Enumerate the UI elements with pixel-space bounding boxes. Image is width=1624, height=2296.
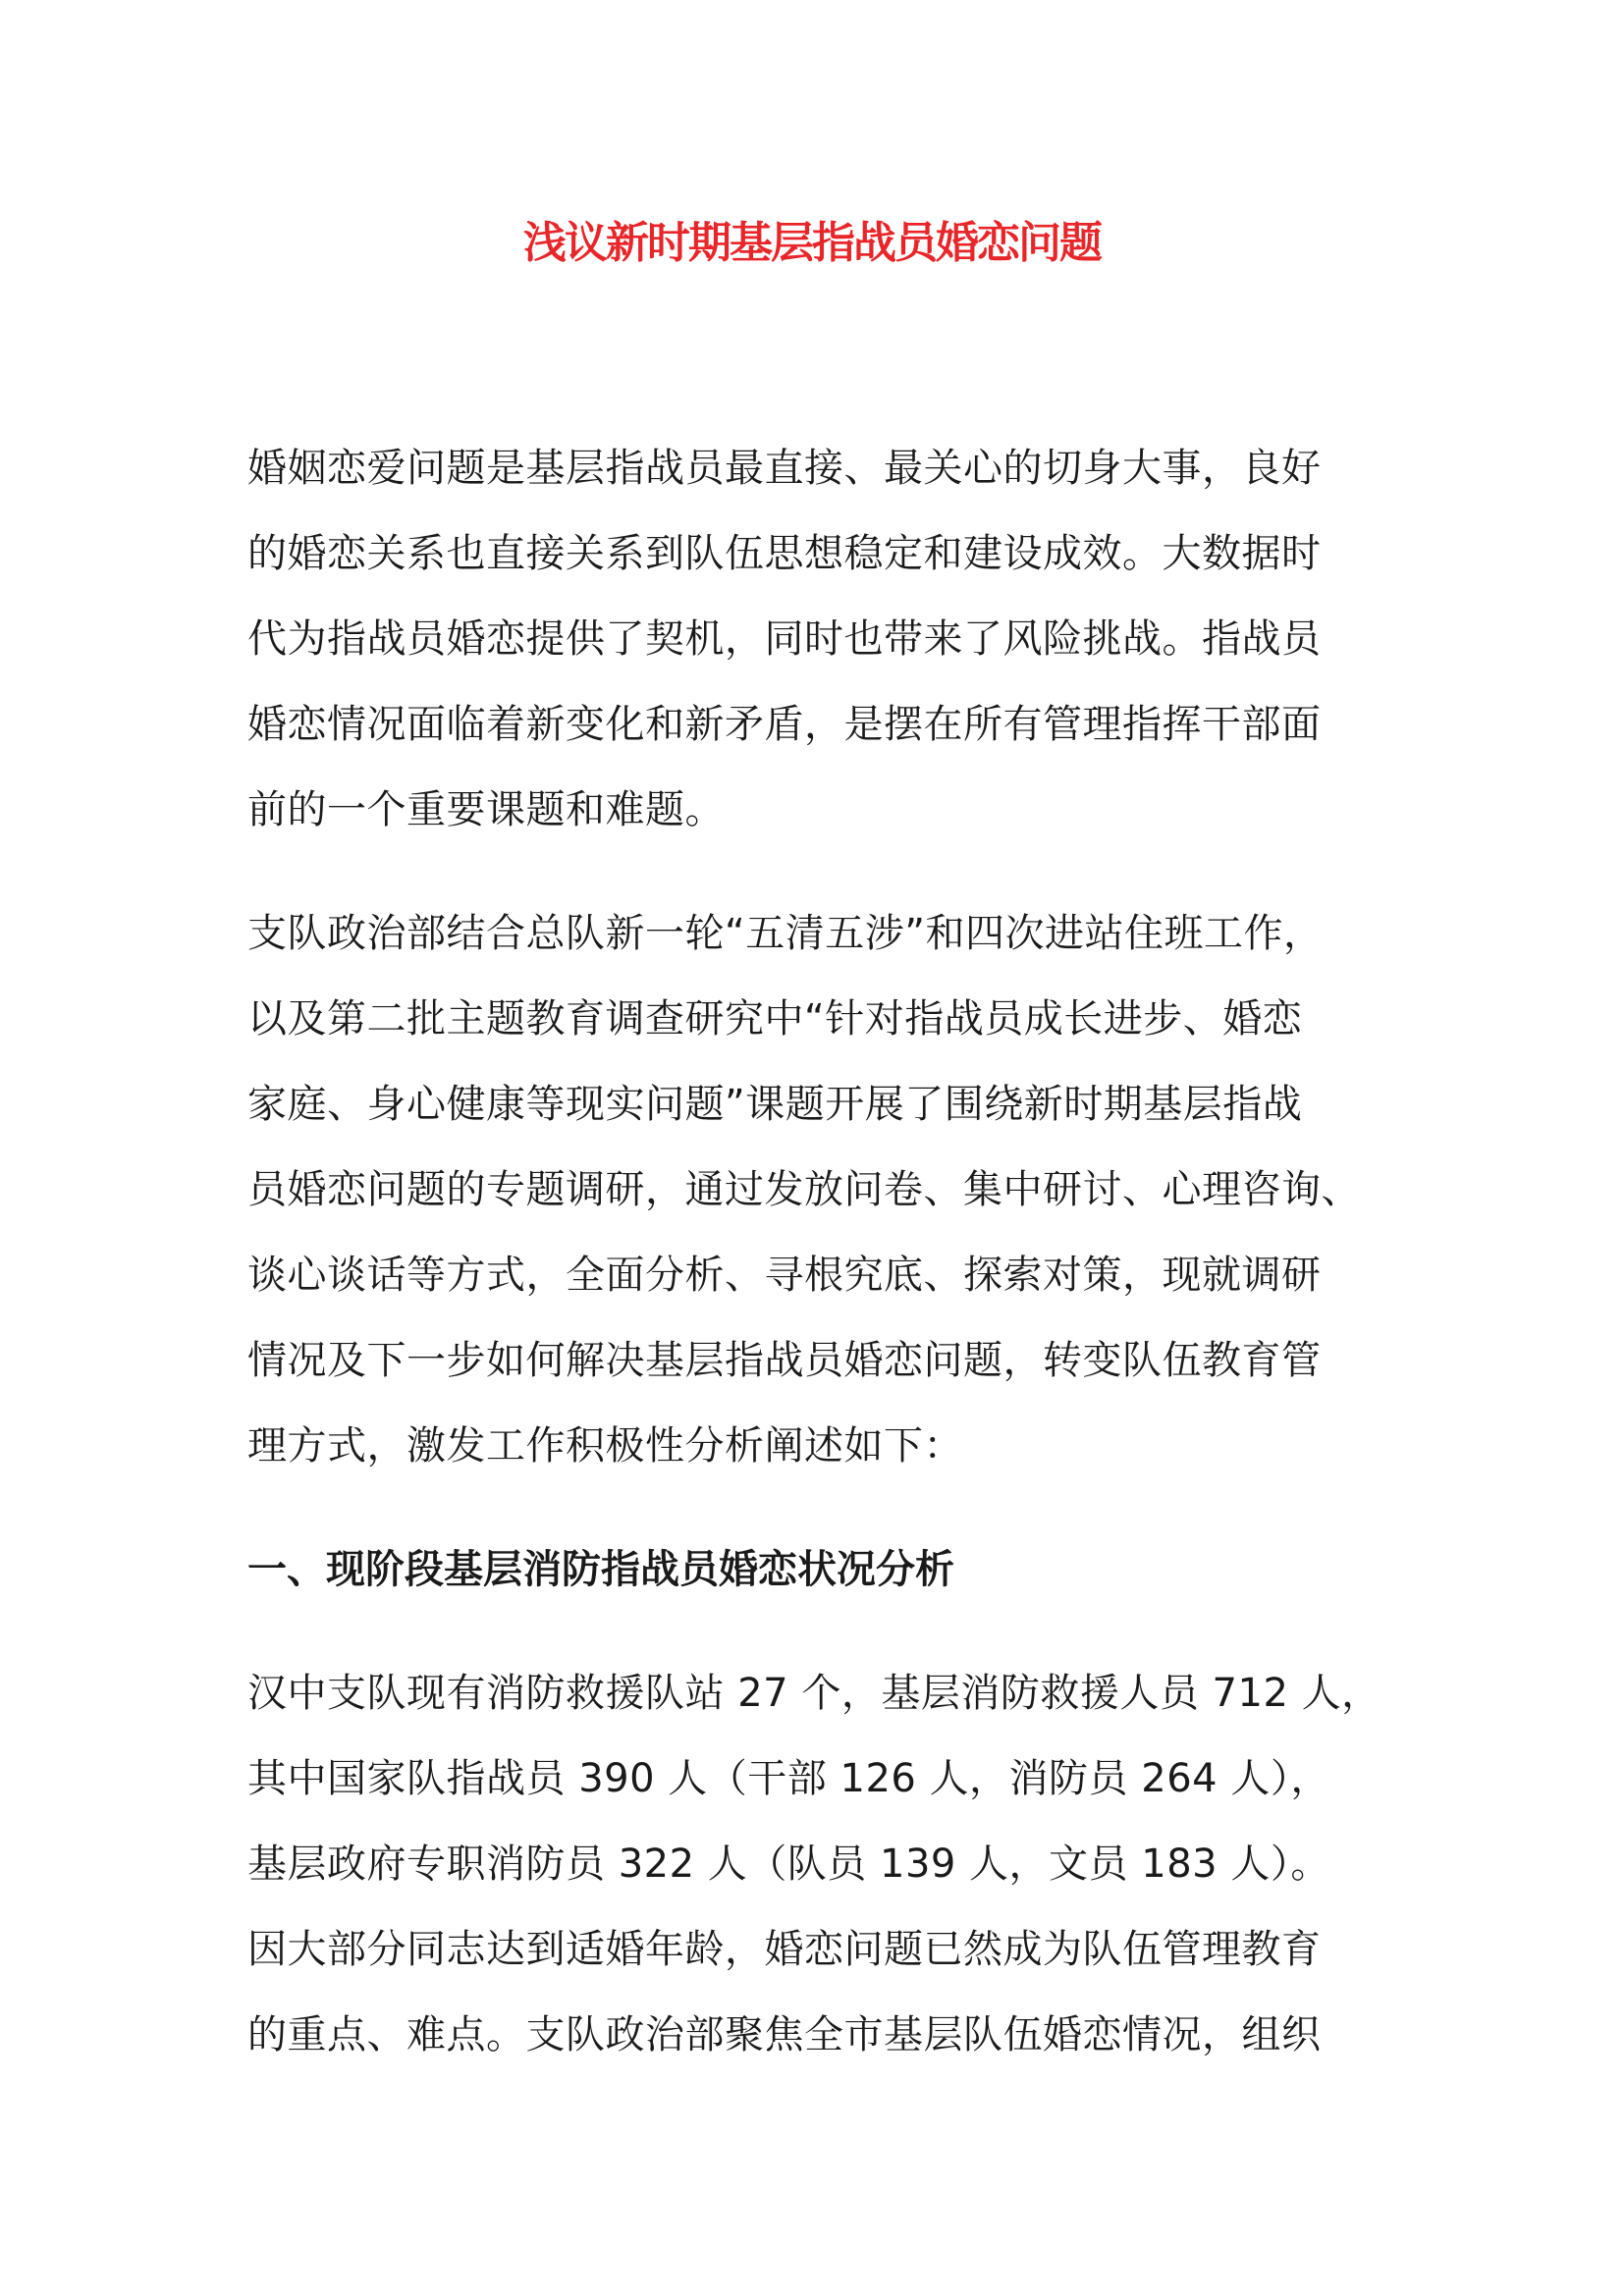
text-line: 婚恋情况面临着新变化和新矛盾，是摆在所有管理指挥干部面: [247, 702, 1322, 747]
text-line: 支队政治部结合总队新一轮“五清五涉”和四次进站住班工作，: [247, 911, 1324, 956]
section-paragraph: [247, 1651, 1406, 2078]
text-line: 因大部分同志达到适婚年龄，婚恋问题已然成为队伍管理教育: [247, 1927, 1322, 1972]
intro-paragraph: [247, 426, 1406, 853]
text-line: 谈心谈话等方式，全面分析、寻根究底、探索对策，现就调研: [247, 1253, 1322, 1298]
text-line: 的重点、难点。支队政治部聚焦全市基层队伍婚恋情况，组织: [247, 2012, 1322, 2057]
text-line: 的婚恋关系也直接关系到队伍思想稳定和建设成效。大数据时: [247, 531, 1322, 576]
document-title: 浅议新时期基层指战员婚恋问题: [523, 218, 1101, 268]
section-heading: 一、现阶段基层消防指战员婚恋状况分析: [247, 1547, 954, 1592]
text-line: 其中国家队指战员 390 人（干部 126 人，消防员 264 人），: [247, 1756, 1330, 1801]
text-line: 以及第二批主题教育调查研究中“针对指战员成长进步、婚恋: [247, 996, 1303, 1041]
text-line: 员婚恋问题的专题调研，通过发放问卷、集中研讨、心理咨询、: [247, 1167, 1361, 1212]
text-line: 婚姻恋爱问题是基层指战员最直接、最关心的切身大事，良好: [247, 446, 1322, 491]
text-line: 基层政府专职消防员 322 人（队员 139 人，文员 183 人）。: [247, 1842, 1330, 1887]
text-line: 理方式，激发工作积极性分析阐述如下：: [247, 1423, 963, 1468]
text-line: 家庭、身心健康等现实问题”课题开展了围绕新时期基层指战: [247, 1082, 1303, 1127]
text-line: 前的一个重要课题和难题。: [247, 787, 725, 832]
method-paragraph: [247, 891, 1406, 1489]
text-line: 代为指战员婚恋提供了契机，同时也带来了风险挑战。指战员: [247, 616, 1322, 662]
document-body: [247, 426, 1406, 2116]
text-line: 汉中支队现有消防救援队站 27 个，基层消防救援人员 712 人，: [247, 1671, 1381, 1716]
text-line: 情况及下一步如何解决基层指战员婚恋问题，转变队伍教育管: [247, 1338, 1322, 1383]
